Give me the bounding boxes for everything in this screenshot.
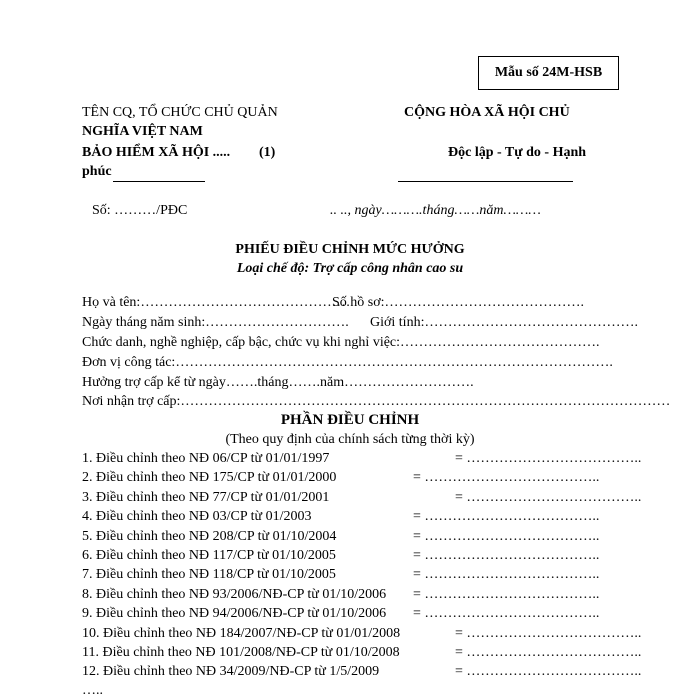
adjustment-label: 9. Điều chỉnh theo NĐ 94/2006/NĐ-CP từ 01/10/2006	[82, 606, 387, 621]
header-underline-right	[398, 181, 573, 182]
trailing-ellipsis: …..	[82, 683, 103, 698]
republic-line-1: CỘNG HÒA XÃ HỘI CHỦ	[404, 105, 570, 120]
adjustment-label: 7. Điều chỉnh theo NĐ 118/CP từ 01/10/2005	[82, 567, 336, 582]
adjustment-label: 8. Điều chỉnh theo NĐ 93/2006/NĐ-CP từ 01/10/2006	[82, 587, 387, 602]
field-work-unit: Đơn vị công tác:………………………………………………………………………………….	[82, 355, 613, 370]
form-code: Mẫu số 24M-HSB	[494, 65, 603, 80]
adjustment-value: = ………………………………..	[455, 664, 642, 679]
agency-ref: (1)	[259, 145, 276, 160]
motto-line-1: Độc lập - Tự do - Hạnh	[448, 145, 587, 160]
adjustment-value: = ………………………………..	[455, 451, 642, 466]
field-gender: Giới tính:……………………………………….	[370, 315, 638, 330]
field-benefit-start: Hưởng trợ cấp kể từ ngày…….tháng…….năm……………………….	[82, 375, 474, 390]
form-code-box	[478, 56, 619, 90]
section-title: PHẦN ĐIỀU CHỈNH	[280, 412, 420, 428]
date-line: .. .., ngày……….tháng……năm………	[330, 203, 541, 218]
adjustment-value: = ………………………………..	[455, 626, 642, 641]
field-date-of-birth: Ngày tháng năm sinh:………………………….	[82, 315, 349, 330]
field-name: Họ và tên:………………………………………	[82, 295, 351, 310]
field-file-number: Số hồ sơ:…………………………………….	[332, 295, 585, 310]
adjustment-value: = ………………………………..	[413, 548, 600, 563]
section-subtitle: (Theo quy định của chính sách từng thời kỳ)	[225, 432, 475, 447]
adjustment-value: = ………………………………..	[413, 470, 600, 485]
republic-line-2: NGHĨA VIỆT NAM	[82, 124, 203, 139]
adjustment-value: = ………………………………..	[413, 606, 600, 621]
adjustment-label: 1. Điều chỉnh theo NĐ 06/CP từ 01/01/1997	[82, 451, 330, 466]
adjustment-value: = ………………………………..	[413, 529, 600, 544]
page-subtitle: Loại chế độ: Trợ cấp công nhân cao su	[236, 261, 464, 276]
adjustment-value: = ………………………………..	[413, 567, 600, 582]
field-position: Chức danh, nghề nghiệp, cấp bậc, chức vụ khi nghỉ việc:…………………………………….	[82, 335, 600, 350]
adjustment-label: 2. Điều chỉnh theo NĐ 175/CP từ 01/01/2000	[82, 470, 337, 485]
adjustment-label: 5. Điều chỉnh theo NĐ 208/CP từ 01/10/2004	[82, 529, 337, 544]
document-number: Số: ………/PĐC	[92, 203, 188, 218]
motto-line-2: phúc	[82, 164, 112, 179]
agency-line-1: TÊN CQ, TỔ CHỨC CHỦ QUẢN	[82, 105, 278, 120]
adjustment-value: = ………………………………..	[455, 490, 642, 505]
header-underline-left	[113, 181, 205, 182]
adjustment-label: 10. Điều chỉnh theo NĐ 184/2007/NĐ-CP từ 01/01/2008	[82, 626, 401, 641]
page-title: PHIẾU ĐIỀU CHỈNH MỨC HƯỞNG	[235, 242, 465, 257]
adjustment-label: 12. Điều chỉnh theo NĐ 34/2009/NĐ-CP từ 1/5/2009	[82, 664, 380, 679]
field-receive-place: Nơi nhận trợ cấp:……………………………………………………………………………………………	[82, 394, 671, 409]
adjustment-label: 11. Điều chỉnh theo NĐ 101/2008/NĐ-CP từ 01/10/2008	[82, 645, 400, 660]
adjustment-value: = ………………………………..	[413, 587, 600, 602]
adjustment-value: = ………………………………..	[455, 645, 642, 660]
adjustment-value: = ………………………………..	[413, 509, 600, 524]
agency-line-2: BẢO HIỂM XÃ HỘI .....	[82, 145, 231, 160]
adjustment-label: 3. Điều chỉnh theo NĐ 77/CP từ 01/01/2001	[82, 490, 330, 505]
adjustment-label: 4. Điều chỉnh theo NĐ 03/CP từ 01/2003	[82, 509, 312, 524]
adjustment-label: 6. Điều chỉnh theo NĐ 117/CP từ 01/10/2005	[82, 548, 336, 563]
